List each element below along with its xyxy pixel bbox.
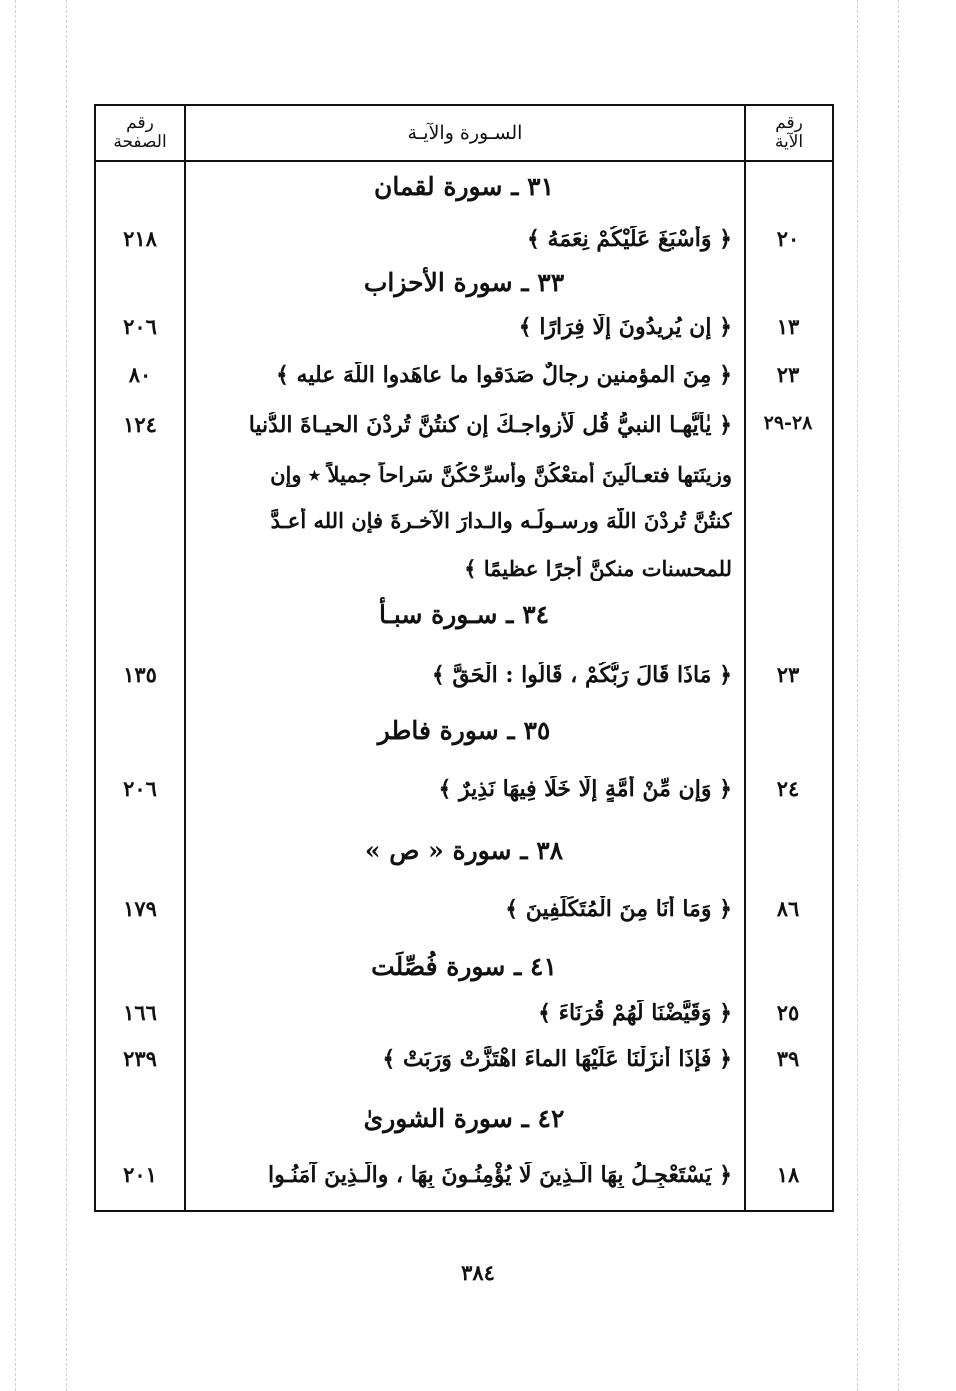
verse-text: ﴿ وَمَا أَنَا مِنَ الْمُتَكَلِّفِينَ ﴾ xyxy=(505,896,732,922)
header-surah-and-verse xyxy=(186,106,744,160)
page-number-cell: ٢٠١ xyxy=(123,1162,157,1187)
ayah-number: ٢٤ xyxy=(776,776,800,801)
verse-continuation: كنتُنَّ تُردْنَ اللَّهَ ورسـولَـه والـدارَ الآخـرةَ فإن الله أعـدَّ xyxy=(270,508,732,533)
surah-title: ٤٢ ـ سورة الشورىٰ xyxy=(363,1104,565,1133)
surah-title: ٣٣ ـ سورة الأحزاب xyxy=(363,268,565,297)
verse-text: ﴿ يَسْتَعْجِـلُ بِهَا الَّـذِينَ لَا يُؤْمِنُـونَ بِهَا ، والَّـذِينَ آمَنُـوا xyxy=(267,1162,732,1188)
header-ayah-line1: رقم xyxy=(775,113,803,133)
surah-title: ٣٥ ـ سورة فاطر xyxy=(377,716,551,745)
surah-title: ٣٤ ـ سـورة سبـأ xyxy=(378,600,550,629)
verse-continuation: وزينَتها فتعـالَينَ أمتعْكُنَّ وأسرِّحْكُنَّ سَراحاً جميلاً ٭ وإن xyxy=(270,462,732,487)
ayah-number: ١٨ xyxy=(776,1162,800,1187)
ayah-number: ٢٥ xyxy=(776,1000,800,1025)
ayah-number: ٢٠ xyxy=(776,226,800,251)
page-number-cell: ٢١٨ xyxy=(123,226,157,251)
header-divider xyxy=(96,160,832,162)
ayah-number: ٢٨-٢٩ xyxy=(763,412,813,434)
verse-text: ﴿ وَقَيَّضْنَا لَهُمْ قُرَنَاءَ ﴾ xyxy=(538,1000,732,1026)
page-number-cell: ١٢٤ xyxy=(123,412,157,437)
header-surah-label: السـورة والآيـة xyxy=(407,121,523,144)
ayah-number: ١٣ xyxy=(776,314,800,339)
verse-text: ﴿ وَأَسْبَغَ عَلَيْكُمْ نِعَمَهُ ﴾ xyxy=(526,226,732,252)
verse-text: ﴿ فَإذَا أَنزَلْنَا عَلَيْهَا الماءَ اهْتَزَّتْ وَرَبَتْ ﴾ xyxy=(382,1046,732,1072)
page-number-cell: ٢٣٩ xyxy=(123,1046,157,1071)
page-number-cell: ٢٠٦ xyxy=(123,776,157,801)
guide-line xyxy=(898,0,899,1391)
ayah-number: ٣٩ xyxy=(776,1046,800,1071)
ayah-number: ٢٣ xyxy=(776,662,800,687)
page-number-cell: ١٣٥ xyxy=(123,662,157,687)
page-footer-number: ٣٨٤ xyxy=(461,1260,495,1285)
verse-text: ﴿ مِنَ المؤمنين رجالٌ صَدَقوا ما عاهَدوا اللَّهَ عليه ﴾ xyxy=(275,362,732,388)
verse-text: ﴿ يٰأيُّهـا النبيُّ قُل لِّأزواجـكَ إن كنتُنَّ تُردْنَ الحيـاةَ الدُّنيا xyxy=(248,412,732,438)
page-number-cell: ٢٠٦ xyxy=(123,314,157,339)
page-number-cell: ١٧٩ xyxy=(123,896,157,921)
page-number-cell: ١٦٦ xyxy=(123,1000,157,1025)
header-ayah-number xyxy=(746,106,832,160)
verse-text: ﴿ مَاذَا قَالَ رَبُّكُمْ ، قَالُوا : الْحَقَّ ﴾ xyxy=(431,662,732,688)
header-page-line1: رقم xyxy=(126,113,154,133)
ayah-number: ٨٦ xyxy=(776,896,800,921)
column-divider xyxy=(744,106,746,1210)
page-number-cell: ٨٠ xyxy=(128,362,152,387)
verse-text: ﴿ وَإن مِّنْ أُمَّةٍ إلَّا خَلَا فِيهَا نَذِيرٌ ﴾ xyxy=(438,776,732,802)
verse-text: ﴿ إن يُرِيدُونَ إلَّا فِرَارًا ﴾ xyxy=(518,314,732,340)
header-page-line2: الصفحة xyxy=(113,132,167,152)
guide-line xyxy=(857,0,858,1391)
surah-title: ٣١ ـ سورة لقمان xyxy=(373,172,555,201)
column-divider xyxy=(184,106,186,1210)
guide-line xyxy=(15,0,16,1391)
ayah-number: ٢٣ xyxy=(776,362,800,387)
guide-line xyxy=(66,0,67,1391)
index-table xyxy=(94,104,834,1212)
header-page-number xyxy=(96,106,184,160)
header-ayah-line2: الآية xyxy=(774,132,804,152)
verse-continuation: للمحسنات منكنَّ أجرًا عظيمًا ﴾ xyxy=(464,556,732,581)
surah-title: ٤١ ـ سورة فُصِّلَت xyxy=(371,952,557,981)
surah-title: ٣٨ ـ سورة « ص » xyxy=(364,836,564,865)
